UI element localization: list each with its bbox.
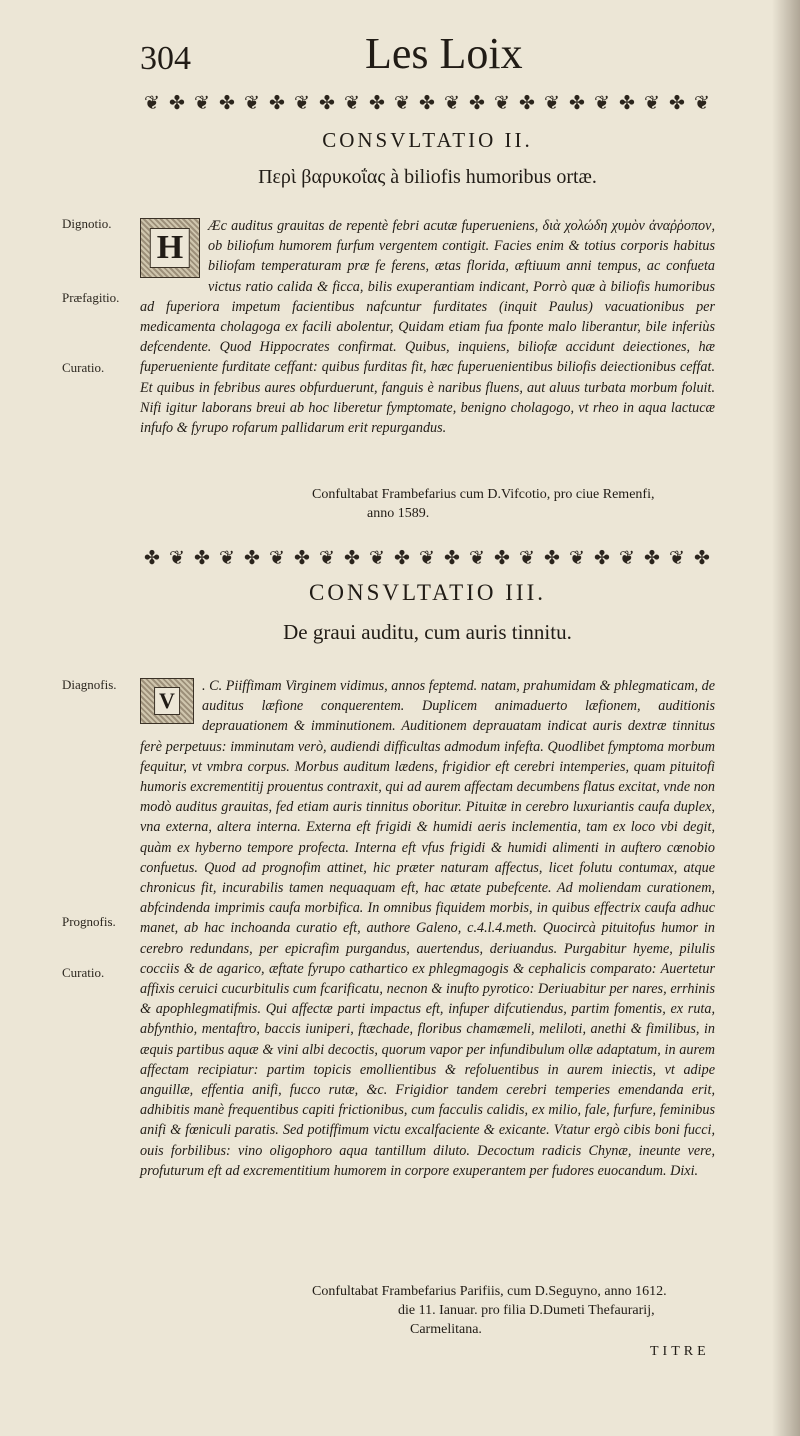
consultation-ii-body <box>140 216 715 438</box>
section-subheading-iii: De graui auditu, cum auris tinnitu. <box>283 620 572 644</box>
signature-ii-line1: Confultabat Frambefarius cum D.Vifcotio, pro ciue Remenfi, <box>312 487 655 502</box>
margin-note-curatio: Curatio. <box>62 360 105 375</box>
catchword: TITRE <box>650 1344 710 1359</box>
binding-shadow <box>772 0 800 1436</box>
section-subheading-ii: Περὶ βαρυκοΐας à biliofis humoribus ortæ. <box>258 166 597 188</box>
margin-note-prognosis: Prognofis. <box>62 914 116 929</box>
signature-iii-line2: die 11. Ianuar. pro filia D.Dumeti Thefaurarij, <box>398 1303 655 1318</box>
running-title: Les Loix <box>365 29 523 78</box>
signature-iii-line3: Carmelitana. <box>410 1322 482 1337</box>
fleuron-band-middle: ✤ ❦ ✤ ❦ ✤ ❦ ✤ ❦ ✤ ❦ ✤ ❦ ✤ ❦ ✤ ❦ ✤ ❦ ✤ ❦ ✤ ❦ ✤ <box>144 548 711 569</box>
signature-ii-line2: anno 1589. <box>367 506 430 521</box>
consultation-iii-text: . C. Piiffimam Virginem vidimus, annos feptemd. natam, prahumidam & phlegmaticam, de auditus læfione conquerentem. Duplicem animaduerto læfionem, auditionis deprauationem & imminutionem. Auditionem deprauatam indicat auris dextræ tinnitus ferè perpetuus: imminutam verò, audiendi difficultas admodum infefta. Quodlibet fymptoma morbum fequitur, vt vmbra corpus. Morbus auditum lædens, frigidior eft cerebri intemperies, quam pituitofi humoris excrementitij prouentus contraxit, qui ad aurem affectam decumbens flatus excitat, vnde non modò auditus grauitas, fed etiam auris tinnitus oboritur. Pituitæ in cerebro luxuriantis caufa duplex, vna externa, altera interna. Externa eft frigidi & humidi aeris inclementia, tam ex loco vbi degit, quàm ex hyberno tempore profecta. Interna eft vfus frigidi & humidi alimenti in auftero cœnobio confuetus. Quod ad prognofim attinet, hic præter naturam affectus, licet folutu contumax, atque chronicus fit, incurabilis tamen nequaquam eft, hac ætate pubefcente. Ad moliendam curationem, abfcindenda imprimis caufa morbifica. In omnibus fiquidem morbis, in quibus effectrix caufa adhuc manet, ab hac inchoanda curatio eft, authore Galeno, c.4.l.4.meth. Quocircà pituitofus humor in cerebro redundans, per epicrafim purgandus, auertendus, deriuandus. Purgabitur hyeme, pilulis cocciis & de agarico, æftate fyrupo cathartico ex phlegmagogis & cephalicis comparato: Auertetur affixis ceruici cucurbitulis cum fcarificatu, necnon & inufto pyrotico: Deriuabitur per nares, errhinis & apophlegmatifmis. Qui affectæ parti impactus eft, infuper difcutiendus, partim fomentis, ex ruta, abfynthio, mentaftro, baccis iuniperi, ftæchade, floribus chamæmeli, meliloti, anethi & fimilibus, in æquis partibus aquæ & vini albi decoctis, quorum vapor per infundibulum ollæ adaptatum, in aurem affectam recipiatur: partim topicis emollientibus & refoluentibus in aurem iniectis, vt adipe anguillæ, effentia anifi, fucco rutæ, &c. Frigidior tandem cerebri temperies emendanda erit, adhibitis manè frequentibus capiti frictionibus, cum facculis calidis, ex milio, fale, furfure, feminibus anifi & fœniculi paratis. Sed potiffimum victu excalfaciente & exicante. Vtatur ergò cibis boni fucci, ouis forbilibus: vino oligophoro aqua tantillum diluto. Decoctum radicis Chynæ, ineunte vere, profuturum eft ad excrementitium humorem in corpore exuperantem per fudores euocandum. Dixi. <box>140 678 715 1179</box>
decorated-initial: V <box>140 678 194 724</box>
section-heading-ii: CONSVLTATIO II. <box>322 128 533 152</box>
decorated-initial: H <box>140 218 200 278</box>
consultation-iii-body <box>140 676 715 1181</box>
margin-note-dignotio: Dignotio. <box>62 216 112 231</box>
margin-note-diagnosis: Diagnofis. <box>62 677 117 692</box>
fleuron-band-top: ❦ ✤ ❦ ✤ ❦ ✤ ❦ ✤ ❦ ✤ ❦ ✤ ❦ ✤ ❦ ✤ ❦ ✤ ❦ ✤ ❦ ✤ ❦ <box>144 93 711 114</box>
margin-note-praesagitio: Præfagitio. <box>62 290 120 305</box>
consultation-ii-text: Æc auditus grauitas de repentè febri acutæ fuperueniens, διὰ χολώδη χυμὸν ἀναῤῥοπον, ob biliofum humorem furfum vergentem contigit. Facies enim & totius corporis habitus biliofam temperaturam præ fe ferens, ætas florida, æftiuum anni tempus, ac confueta victus ratio calida & ficca, bilis exuperantiam indicant, Porrò quæ à biliofis humoribus ad fuperiora impetum facientibus nafcuntur furditates (inquit Paulus) vacuationibus per medicamenta cholagoga ex facili abolentur, Quidam etiam fua fponte malo liberantur, bile inferiùs defcendente. Quod Hippocrates confirmat. Quibus, inquiens, biliofæ accidunt deiectiones, hæ fuperueniente furditate ceffant: quibus furditas fit, hæc fuperuenientibus biliofis deiectionibus ceffat. Et quibus in febribus aures obfurduerunt, fanguis è naribus fluens, aut aluus turbata morbum foluit. Nifi igitur laborans breui ab hoc liberetur fymptomate, benigno cholagogo, vt rheo in aqua lactucæ infufo & fyrupo rofarum pallidarum erit repurgandus. <box>140 218 715 437</box>
section-heading-iii: CONSVLTATIO III. <box>309 580 546 605</box>
margin-note-curatio-iii: Curatio. <box>62 965 105 980</box>
page-number: 304 <box>140 40 191 77</box>
signature-iii-line1: Confultabat Frambefarius Parifiis, cum D.Seguyno, anno 1612. <box>312 1284 667 1299</box>
